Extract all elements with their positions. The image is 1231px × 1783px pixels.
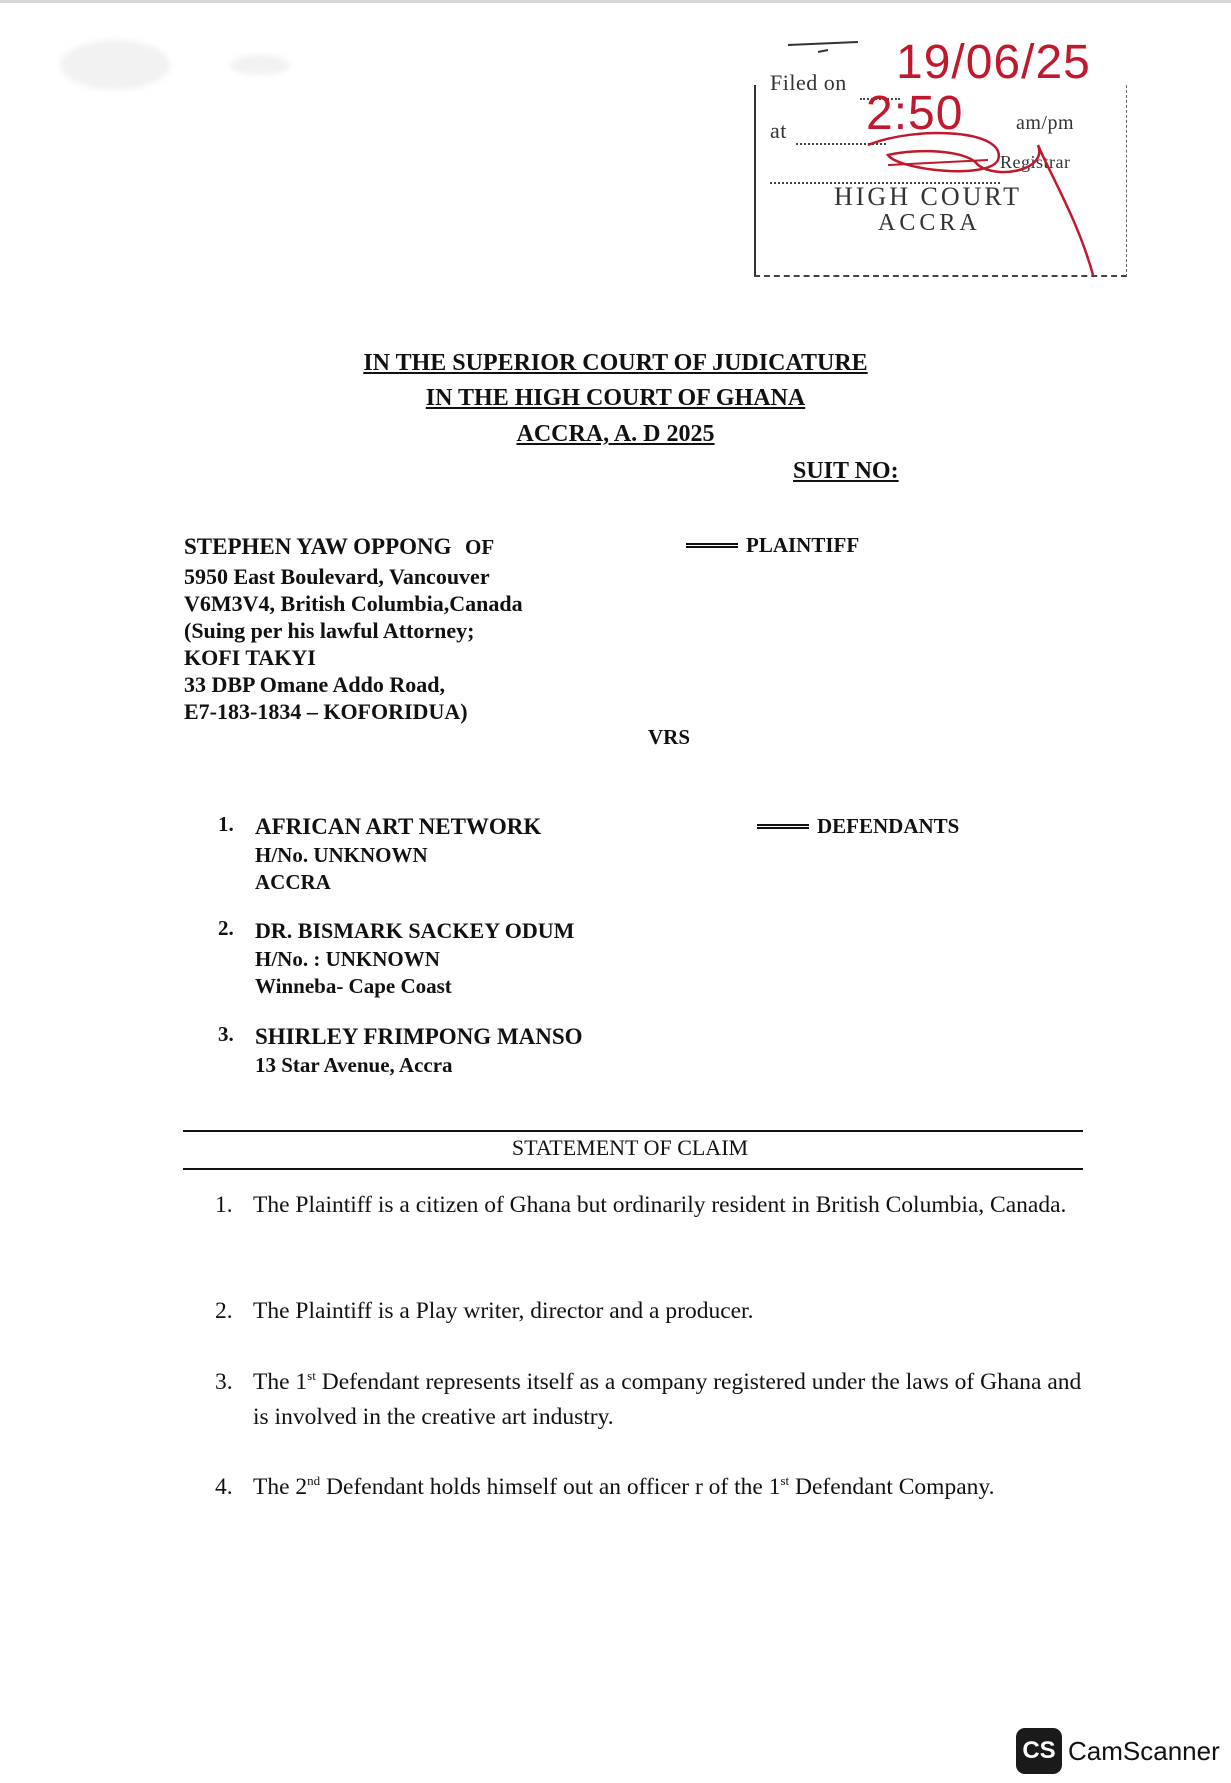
scan-top-edge (0, 0, 1231, 3)
paragraph-text (253, 1365, 1085, 1435)
plaintiff-address-line: 33 DBP Omane Addo Road, (184, 672, 445, 697)
divider-bottom (183, 1168, 1083, 1170)
defendants-role (757, 814, 959, 839)
plaintiff-role (686, 533, 859, 558)
statement-title: STATEMENT OF CLAIM (511, 1135, 749, 1160)
court-heading-line1: IN THE SUPERIOR COURT OF JUDICATURE (363, 350, 868, 376)
paragraph-text: The Plaintiff is a Play writer, director and a producer. (253, 1298, 754, 1324)
plaintiff-address-line: 5950 East Boulevard, Vancouver (184, 564, 490, 589)
text-run: Defendant Company. (789, 1474, 995, 1500)
ordinal-suffix: st (780, 1473, 790, 1489)
defendant-name: DR. BISMARK SACKEY ODUM (255, 918, 575, 943)
defendant-address-line: H/No. UNKNOWN (255, 843, 428, 867)
camscanner-label: CamScanner (1068, 1735, 1220, 1766)
text-run: The 2 (253, 1474, 308, 1500)
plaintiff-address-line: E7-183-1834 – KOFORIDUA) (184, 699, 468, 724)
scan-smudge (230, 55, 290, 75)
camscanner-watermark (1016, 1728, 1220, 1774)
defendant-number: 1. (218, 812, 234, 836)
defendant-address-line: 13 Star Avenue, Accra (255, 1053, 453, 1077)
filing-stamp (748, 30, 1128, 280)
defendants-role-label: DEFENDANTS (817, 814, 960, 838)
paragraph-text (253, 1470, 1095, 1505)
claim-paragraph (215, 1470, 1095, 1505)
ordinal-suffix: nd (307, 1473, 321, 1489)
text-run: Defendant holds himself out an officer r of the 1 (320, 1474, 781, 1500)
plaintiff-address-line: V6M3V4, British Columbia,Canada (184, 591, 523, 616)
text-run: The 1 (253, 1369, 308, 1395)
stamp-court-city: ACCRA (878, 210, 981, 236)
stamp-handwritten-time: 2:50 (866, 87, 964, 140)
claim-paragraph (215, 1365, 1085, 1435)
paragraph-number: 2. (215, 1298, 233, 1324)
plaintiff-address-line: KOFI TAKYI (184, 645, 316, 670)
divider-top (183, 1130, 1083, 1132)
suit-number-label: SUIT NO: (793, 458, 899, 484)
court-heading-line2: IN THE HIGH COURT OF GHANA (425, 385, 806, 411)
stamp-filed-label: Filed on (770, 70, 847, 95)
camscanner-logo-icon: CS (1016, 1728, 1062, 1774)
defendant-name: AFRICAN ART NETWORK (255, 814, 542, 839)
defendant-address-line: ACCRA (255, 870, 331, 894)
defendant-name: SHIRLEY FRIMPONG MANSO (255, 1024, 583, 1049)
claim-paragraph (215, 1188, 1085, 1223)
defendant-address-line: Winneba- Cape Coast (255, 974, 452, 998)
text-run: Defendant represents itself as a company registered under the laws of Ghana and is involved in the creative art industry. (253, 1369, 1082, 1430)
signature-scribble (748, 30, 1128, 280)
stamp-registrar-label: Registrar (1000, 152, 1071, 172)
paragraph-number: 1. (215, 1192, 233, 1218)
double-dash (686, 543, 738, 548)
ordinal-suffix: st (307, 1368, 316, 1384)
stamp-at-label: at (770, 118, 787, 143)
double-dash (757, 824, 809, 829)
scan-smudge (60, 40, 170, 90)
paragraph-text: The Plaintiff is a citizen of Ghana but ordinarily resident in British Columbia, Canada. (253, 1192, 1067, 1218)
plaintiff-role-label: PLAINTIFF (746, 533, 860, 557)
stamp-ampm-label: am/pm (1016, 112, 1075, 134)
defendant-address-line: H/No. : UNKNOWN (255, 947, 440, 971)
claim-paragraph (215, 1294, 1085, 1329)
plaintiff-of: OF (465, 535, 495, 559)
defendant-number: 2. (218, 916, 234, 940)
court-heading-line3: ACCRA, A. D 2025 (516, 421, 715, 447)
plaintiff-name-line (184, 533, 494, 561)
stamp-handwritten-date: 19/06/25 (896, 36, 1091, 89)
paragraph-number: 3. (215, 1369, 233, 1395)
plaintiff-name: STEPHEN YAW OPPONG (184, 534, 452, 559)
plaintiff-address-line: (Suing per his lawful Attorney; (184, 618, 475, 643)
paragraph-number: 4. (215, 1474, 233, 1500)
defendant-number: 3. (218, 1022, 234, 1046)
versus-label: VRS (648, 725, 691, 749)
stamp-court-name: HIGH COURT (834, 182, 1023, 211)
